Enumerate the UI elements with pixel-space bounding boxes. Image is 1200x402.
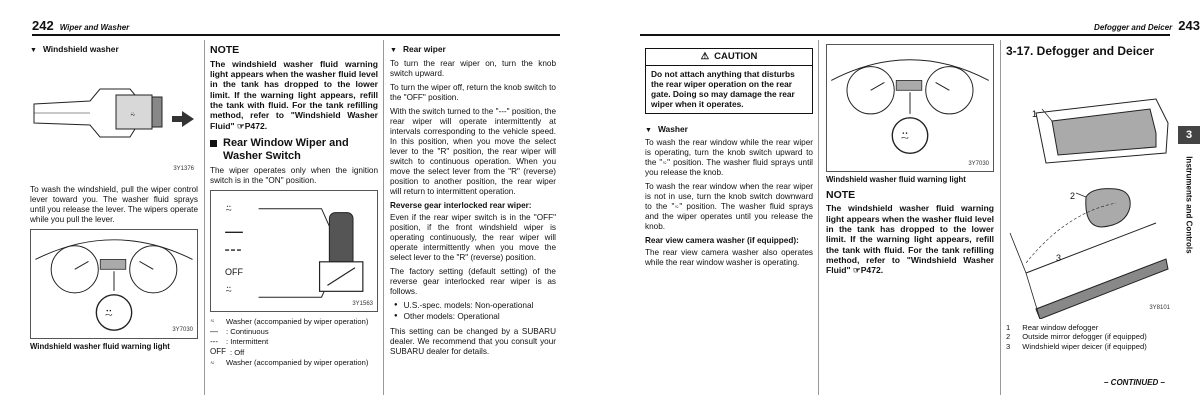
warning-light-caption: Windshield washer fluid warning light [826, 175, 966, 184]
callout-3: 3 [1056, 252, 1062, 263]
column-divider [818, 40, 819, 395]
rear-wiper-p4: Even if the rear wiper switch is in the "OFF" position, if the front windshield wiper is operating continuously, the rear wiper will operate intermittently when you move the select lever to the "R" (reverse) position. [390, 212, 556, 262]
wiper-lever-figure [30, 59, 198, 177]
legend-item [210, 337, 378, 347]
list-item [1006, 332, 1174, 342]
rear-wiper-p1: To turn the rear wiper on, turn the knob switch upward. [390, 58, 556, 78]
figure-code: 3Y8101 [1149, 305, 1170, 312]
legend-text: : Continuous [226, 326, 269, 336]
legend-text: Washer (accompanied by wiper operation) [226, 316, 369, 326]
continued-label: – CONTINUED – [1104, 378, 1165, 387]
svg-text:⍨: ⍨ [130, 109, 136, 120]
legend-item [210, 358, 378, 368]
rear-wiper-p6: This setting can be changed by a SUBARU dealer. We recommend that you consult your SUBARU dealer for details. [390, 326, 556, 356]
header-rule [640, 34, 1170, 36]
legend-item [210, 316, 378, 326]
washer-p1: To wash the rear window while the rear wiper is operating, turn the knob switch upward to the "⍨" position. The washer fluid sprays until you release the knob. [645, 138, 813, 178]
header-rule [32, 34, 560, 36]
figure-code: 3Y1563 [352, 300, 373, 307]
list-item [1006, 342, 1174, 352]
right-col1 [645, 48, 813, 272]
svg-text:⍨: ⍨ [225, 282, 233, 297]
warning-light-figure [826, 44, 994, 172]
right-col3 [1006, 44, 1174, 352]
item-text: Windshield wiper deicer (if equipped) [1022, 342, 1147, 352]
figure-code: 3Y7030 [172, 327, 193, 334]
switch-legend [210, 316, 378, 368]
legend-symbol: — [210, 326, 218, 336]
rear-wiper-p5: The factory setting (default setting) of the reverse gear interlocked rear wiper is as follows. [390, 266, 556, 296]
list-item: ● U.S.-spec. models: Non-operational [394, 301, 556, 311]
legend-item [210, 347, 378, 357]
rear-wiper-section-heading [210, 137, 378, 162]
reverse-interlock-heading: Reverse gear interlocked rear wiper: [390, 200, 532, 210]
legend-text: Washer (accompanied by wiper operation) [226, 358, 369, 368]
chapter-tab-label [1176, 150, 1200, 260]
item-number: 2 [1006, 332, 1011, 342]
legend-symbol: --- [210, 337, 218, 347]
section-title: Wiper and Washer [59, 23, 130, 32]
legend-symbol: OFF [210, 347, 226, 357]
defogger-figure [1006, 63, 1174, 319]
rear-wiper-switch-figure [210, 190, 378, 312]
figure-code: 3Y1376 [173, 166, 194, 173]
column-divider [204, 40, 205, 395]
list-item: ● Other models: Operational [394, 312, 556, 322]
defogger-illustration [1006, 63, 1174, 319]
caution-title: ⚠ CAUTION [646, 49, 812, 66]
warning-light-figure [30, 229, 198, 339]
svg-text:⍨: ⍨ [225, 201, 233, 216]
legend-text: : Intermittent [226, 337, 269, 347]
left-col2 [210, 44, 378, 368]
washer-p2: To wash the rear window when the rear wiper is not in use, turn the knob switch downward to the "⍨" position. The washer fluid sprays and the wiper operates until you release the knob. [645, 182, 813, 232]
instrument-cluster-illustration [31, 230, 197, 338]
svg-text:⍨: ⍨ [900, 126, 910, 146]
svg-text:⍨: ⍨ [104, 302, 114, 322]
right-page [640, 0, 1200, 402]
switch-off-label: OFF [225, 267, 243, 278]
left-page-header [32, 18, 129, 34]
item-text: Outside mirror defogger (if equipped) [1022, 332, 1147, 342]
chapter-tab-number: 3 [1178, 126, 1200, 144]
item-number: 1 [1006, 322, 1011, 332]
caution-body: Do not attach anything that disturbs the rear wiper operation on the rear gate. Doing so may damage the rear wiper when it operates. [651, 68, 795, 110]
legend-text: : Off [230, 347, 245, 357]
callout-1: 1 [1032, 108, 1038, 119]
caution-box [645, 48, 813, 114]
column-divider [1000, 40, 1001, 395]
camera-washer-heading: Rear view camera washer (if equipped): [645, 236, 799, 246]
instrument-cluster-illustration [827, 45, 993, 171]
section-heading-text: Rear Window Wiper and Washer Switch [223, 136, 349, 162]
page-number: 242 [32, 18, 54, 33]
rear-wiper-switch-illustration [211, 191, 377, 311]
windshield-washer-heading: ▼ Windshield washer [30, 44, 198, 56]
right-col2 [826, 44, 994, 275]
default-settings-list [394, 301, 556, 322]
legend-symbol: ⍨ [210, 357, 215, 367]
washer-heading: ▼ Washer [645, 124, 813, 136]
note-body: The windshield washer fluid warning light appears when the washer fluid level in the tank has dropped to the lower limit. If the warning light appears, refill the tank with fluid. For the tank refilling method, refer to "Windshield Washer Fluid" ☞P472. [210, 58, 378, 131]
washer-p3: The rear view camera washer also operates while the rear window washer is operating. [645, 248, 813, 268]
note-title: NOTE [826, 188, 856, 201]
warning-light-caption: Windshield washer fluid warning light [30, 341, 170, 351]
rear-wiper-p2: To turn the wiper off, return the knob switch to the "OFF" position. [390, 82, 556, 102]
rear-wiper-heading: ▼ Rear wiper [390, 44, 556, 56]
windshield-washer-text: To wash the windshield, pull the wiper control lever toward you. The washer fluid sprays until you release the lever. The wipers operate while you pull the lever. [30, 184, 198, 224]
item-text: Rear window defogger [1022, 322, 1099, 332]
defogger-item-list [1006, 323, 1174, 353]
wiper-lever-illustration [30, 59, 198, 177]
callout-2: 2 [1070, 190, 1076, 201]
right-page-header [1094, 18, 1200, 34]
rear-wiper-p3: With the switch turned to the "---" position, the rear wiper will operate intermittently at intervals corresponding to the vehicle speed. In this position, when you move the select lever to the "R" position, the rear wiper will switch to continuous operation. When you move the select lever from the "R" (reverse) position to another position, the rear wiper will return to intermittent operation. [390, 106, 556, 196]
legend-item [210, 327, 378, 337]
item-number: 3 [1006, 342, 1011, 352]
note-title: NOTE [210, 44, 240, 56]
page-number: 243 [1178, 18, 1200, 33]
column-divider [383, 40, 384, 395]
left-page [0, 0, 560, 402]
left-col3 [390, 44, 556, 361]
note-body: The windshield washer fluid warning light appears when the washer fluid level in the tank has dropped to the lower limit. If the warning light appears, refill the tank with fluid. For the tank refilling method, refer to "Windshield Washer Fluid" ☞P472. [826, 203, 994, 276]
figure-code: 3Y7030 [968, 160, 989, 167]
section-title: Defogger and Deicer [1094, 23, 1173, 32]
left-col1 [30, 44, 198, 351]
ignition-note: The wiper operates only when the ignition switch is in the "ON" position. [210, 166, 378, 186]
list-item [1006, 323, 1174, 333]
chapter-tab-text: Instruments and Controls [1184, 156, 1194, 254]
legend-symbol: ⍨ [210, 316, 215, 326]
chapter-title: 3-17. Defogger and Deicer [1006, 44, 1155, 58]
